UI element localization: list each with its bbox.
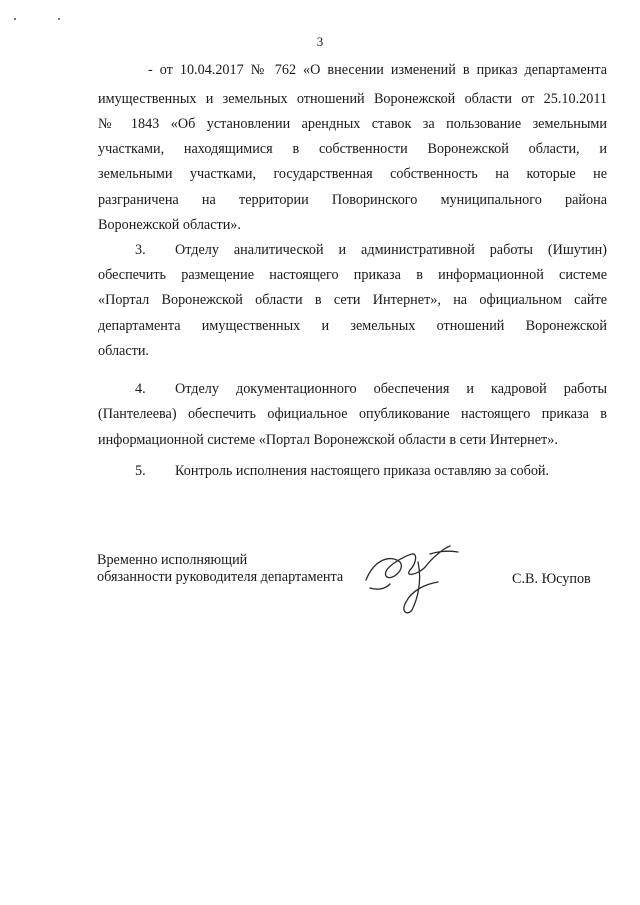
list-item-first-line bbox=[135, 380, 607, 398]
signatory-position: обязанности руководителя департамента bbox=[97, 569, 344, 585]
list-item-text: Контроль исполнения настоящего приказа оставляю за собой. bbox=[175, 463, 550, 479]
paragraph-line: - от 10.04.2017 № 762 «О внесении изменений в приказ департамента bbox=[148, 62, 607, 78]
list-item-number: 5. bbox=[135, 463, 146, 479]
list-item-text: Отделу документационного обеспечения и кадровой работы bbox=[175, 381, 607, 397]
signatory-position: Временно исполняющий bbox=[97, 552, 248, 568]
scan-mark bbox=[58, 18, 60, 20]
list-item-first-line bbox=[135, 241, 607, 259]
list-item-number: 4. bbox=[135, 381, 146, 397]
list-item-line: информационной системе «Портал Воронежской области в сети Интернет». bbox=[98, 432, 558, 448]
paragraph-line: разграничена на территории Поворинского муниципального района bbox=[98, 192, 607, 208]
list-item-line: департамента имущественных и земельных отношений Воронежской bbox=[98, 318, 607, 334]
paragraph-line: участками, находящимися в собственности Воронежской области, и bbox=[98, 141, 607, 157]
paragraph-line: имущественных и земельных отношений Воронежской области от 25.10.2011 bbox=[98, 91, 607, 107]
signatory-name: С.В. Юсупов bbox=[512, 571, 591, 587]
list-item-number: 3. bbox=[135, 242, 146, 258]
list-item-line: области. bbox=[98, 343, 149, 359]
list-item-line: (Пантелеева) обеспечить официальное опубликование настоящего приказа в bbox=[98, 406, 607, 422]
list-item-first-line bbox=[135, 462, 607, 480]
handwritten-signature bbox=[360, 540, 470, 620]
paragraph-line: Воронежской области». bbox=[98, 217, 241, 233]
scan-mark bbox=[14, 18, 16, 20]
list-item-line: «Портал Воронежской области в сети Интернет», на официальном сайте bbox=[98, 292, 607, 308]
page-number: 3 bbox=[316, 34, 324, 49]
list-item-text: Отделу аналитической и административной работы (Ишутин) bbox=[175, 242, 607, 258]
paragraph-line: № 1843 «Об установлении арендных ставок за пользование земельными bbox=[98, 116, 607, 132]
list-item-line: обеспечить размещение настоящего приказа в информационной системе bbox=[98, 267, 607, 283]
paragraph-line: земельными участками, государственная собственность на которые не bbox=[98, 166, 607, 182]
